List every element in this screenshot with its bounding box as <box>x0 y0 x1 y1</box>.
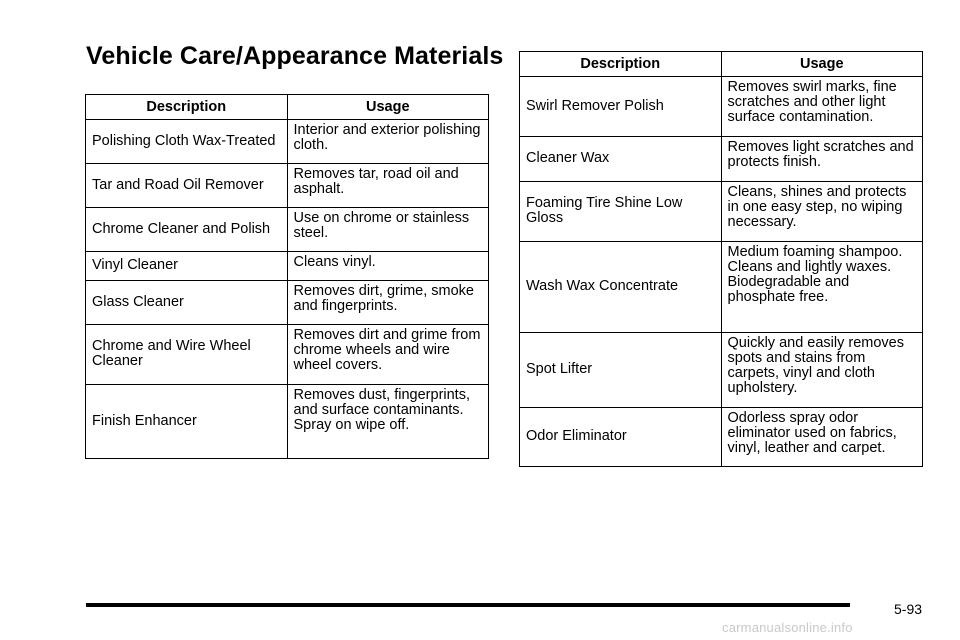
description-cell: Swirl Remover Polish <box>520 77 722 137</box>
usage-cell: Removes dirt and grime from chrome wheels and wire wheel covers. <box>287 325 489 385</box>
care-materials-table-right <box>519 51 923 467</box>
table-row <box>86 164 489 208</box>
table-header-row <box>520 52 923 77</box>
description-cell: Polishing Cloth Wax-Treated <box>86 120 288 164</box>
usage-cell: Cleans, shines and protects in one easy step, no wiping necessary. <box>721 182 923 242</box>
column-header-usage: Usage <box>721 52 923 77</box>
description-cell: Cleaner Wax <box>520 137 722 182</box>
table-row <box>520 77 923 137</box>
usage-cell: Removes tar, road oil and asphalt. <box>287 164 489 208</box>
page-title: Vehicle Care/Appearance Materials <box>86 42 504 70</box>
table-row <box>86 120 489 164</box>
description-cell: Glass Cleaner <box>86 281 288 325</box>
column-header-description: Description <box>520 52 722 77</box>
usage-cell: Quickly and easily removes spots and stains from carpets, vinyl and cloth upholstery. <box>721 333 923 408</box>
description-cell: Vinyl Cleaner <box>86 252 288 281</box>
description-cell: Tar and Road Oil Remover <box>86 164 288 208</box>
usage-cell: Removes light scratches and protects finish. <box>721 137 923 182</box>
footer-rule <box>86 603 850 607</box>
description-cell: Finish Enhancer <box>86 385 288 459</box>
table-row <box>86 325 489 385</box>
column-header-description: Description <box>86 95 288 120</box>
usage-cell: Odorless spray odor eliminator used on fabrics, vinyl, leather and carpet. <box>721 408 923 467</box>
care-materials-table-left <box>85 94 489 459</box>
usage-cell: Interior and exterior polishing cloth. <box>287 120 489 164</box>
watermark: carmanualsonline.info <box>722 620 853 635</box>
usage-cell: Cleans vinyl. <box>287 252 489 281</box>
description-cell: Wash Wax Concentrate <box>520 242 722 333</box>
description-cell: Chrome Cleaner and Polish <box>86 208 288 252</box>
usage-cell: Removes swirl marks, fine scratches and other light surface contamination. <box>721 77 923 137</box>
description-cell: Foaming Tire Shine Low Gloss <box>520 182 722 242</box>
table-row <box>520 182 923 242</box>
usage-cell: Use on chrome or stainless steel. <box>287 208 489 252</box>
page-number: 5-93 <box>894 601 923 617</box>
table-row <box>86 281 489 325</box>
description-cell: Spot Lifter <box>520 333 722 408</box>
table-row <box>86 208 489 252</box>
table-row <box>520 137 923 182</box>
description-cell: Odor Eliminator <box>520 408 722 467</box>
usage-cell: Removes dust, fingerprints, and surface contaminants. Spray on wipe off. <box>287 385 489 459</box>
usage-cell: Medium foaming shampoo. Cleans and lightly waxes. Biodegradable and phosphate free. <box>721 242 923 333</box>
table-header-row <box>86 95 489 120</box>
table-row <box>520 333 923 408</box>
description-cell: Chrome and Wire Wheel Cleaner <box>86 325 288 385</box>
column-header-usage: Usage <box>287 95 489 120</box>
table-row <box>86 385 489 459</box>
table-row <box>86 252 489 281</box>
table-row <box>520 408 923 467</box>
table-row <box>520 242 923 333</box>
usage-cell: Removes dirt, grime, smoke and fingerprints. <box>287 281 489 325</box>
